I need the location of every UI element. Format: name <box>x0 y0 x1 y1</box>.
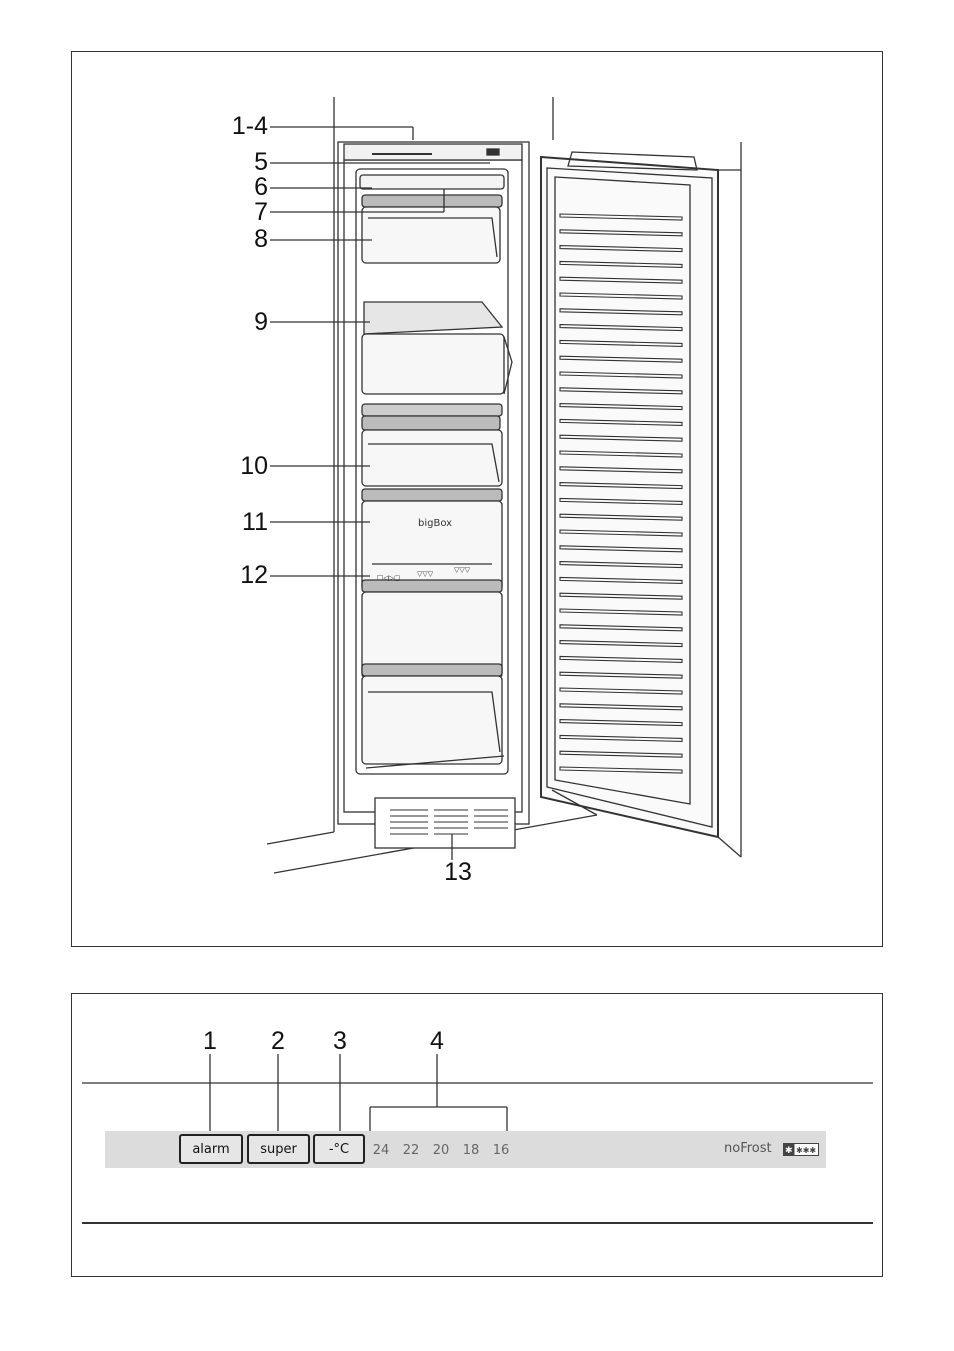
control-panel-frame <box>71 993 883 1277</box>
callout-12: 12 <box>240 561 268 589</box>
svg-text:▽▽▽: ▽▽▽ <box>417 570 434 578</box>
freezer-illustration <box>72 52 884 948</box>
callout-8: 8 <box>254 225 268 253</box>
panel-callout-3: 3 <box>333 1027 347 1055</box>
temperature-16: 16 <box>492 1143 510 1158</box>
svg-text:☐◁▷▢: ☐◁▷▢ <box>377 574 401 582</box>
freezer-illustration-frame <box>71 51 883 947</box>
temperature-20: 20 <box>432 1143 450 1158</box>
super-button[interactable]: super <box>247 1134 310 1164</box>
svg-text:✱: ✱ <box>785 1146 793 1156</box>
temperature-18: 18 <box>462 1143 480 1158</box>
callout-5: 5 <box>254 148 268 176</box>
alarm-button[interactable]: alarm <box>179 1134 243 1164</box>
temperature-24: 24 <box>372 1143 390 1158</box>
callout-6: 6 <box>254 173 268 201</box>
panel-callout-1: 1 <box>203 1027 217 1055</box>
callout-13: 13 <box>444 858 472 886</box>
temperature-button[interactable]: -°C <box>313 1134 365 1164</box>
freezer-star-icon <box>783 1143 819 1156</box>
panel-callout-4: 4 <box>430 1027 444 1055</box>
callout-1-4: 1-4 <box>231 112 268 140</box>
panel-callout-2: 2 <box>271 1027 285 1055</box>
svg-text:✱✱✱: ✱✱✱ <box>796 1146 817 1155</box>
callout-9: 9 <box>254 308 268 336</box>
callout-10: 10 <box>240 452 268 480</box>
callout-7: 7 <box>254 198 268 226</box>
svg-text:▽▽▽: ▽▽▽ <box>454 566 471 574</box>
drawer-brand-label: bigBox <box>418 518 453 529</box>
callout-11: 11 <box>242 508 268 536</box>
nofrost-label: noFrost <box>724 1141 772 1156</box>
temperature-22: 22 <box>402 1143 420 1158</box>
